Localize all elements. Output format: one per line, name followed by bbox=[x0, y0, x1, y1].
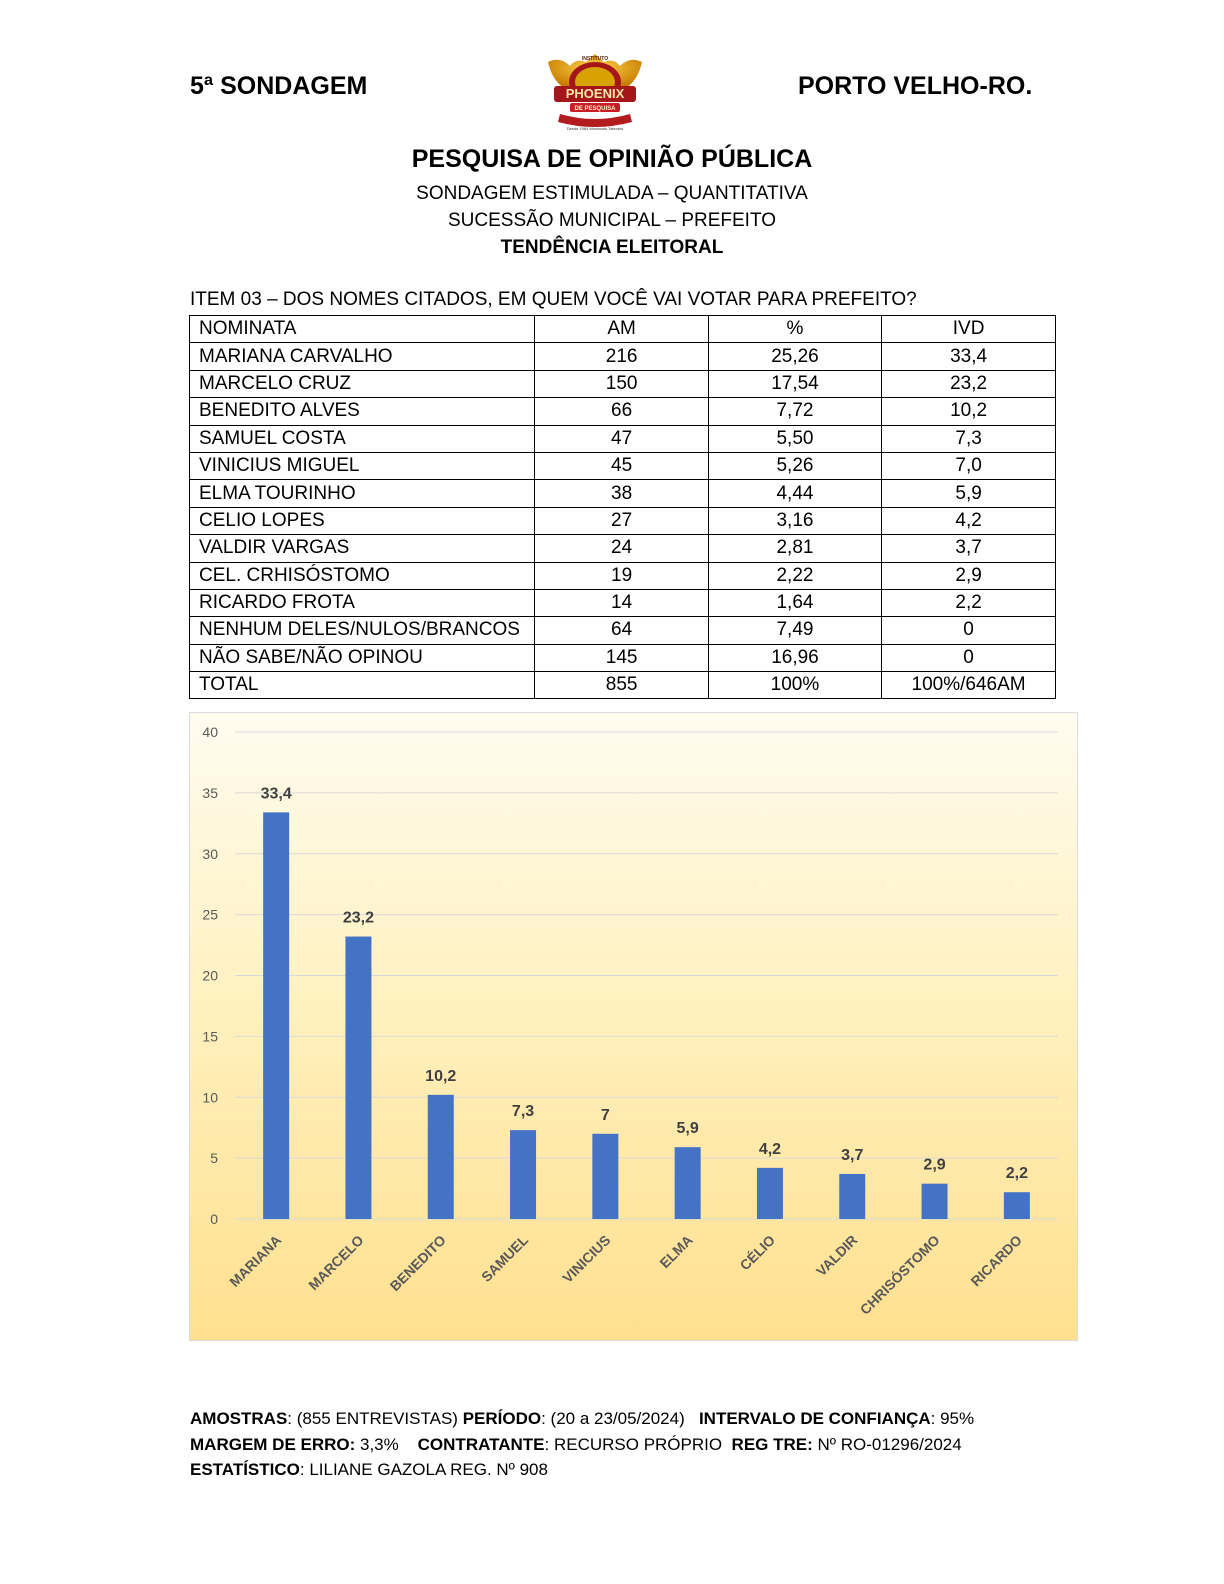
footer-label: REG TRE: bbox=[731, 1434, 813, 1454]
table-cell: ELMA TOURINHO bbox=[190, 480, 535, 507]
table-cell: 855 bbox=[535, 672, 708, 699]
data-label: 3,7 bbox=[841, 1146, 864, 1164]
table-row bbox=[190, 535, 1056, 562]
table-cell: NÃO SABE/NÃO OPINOU bbox=[190, 644, 535, 671]
chart-canvas bbox=[190, 713, 1079, 1342]
x-tick-label: VALDIR bbox=[812, 1231, 861, 1280]
table-row bbox=[190, 343, 1056, 370]
survey-question: ITEM 03 – DOS NOMES CITADOS, EM QUEM VOCÊ VAI VOTAR PARA PREFEITO? bbox=[190, 289, 917, 310]
table-cell: 7,0 bbox=[882, 452, 1056, 479]
footer-label: INTERVALO DE CONFIANÇA bbox=[698, 1409, 931, 1428]
bar bbox=[922, 1184, 948, 1219]
table-cell: 0 bbox=[882, 644, 1056, 671]
subtitle-2: SUCESSÃO MUNICIPAL – PREFEITO bbox=[447, 210, 776, 231]
table-cell: 100% bbox=[708, 672, 881, 699]
logo-tagline: Desde 1984 Montando Talentos bbox=[566, 126, 624, 131]
results-table bbox=[189, 315, 1056, 699]
table-cell: 5,9 bbox=[882, 480, 1056, 507]
footer-value: : RECURSO PRÓPRIO bbox=[544, 1434, 732, 1454]
table-header-cell: IVD bbox=[882, 316, 1056, 343]
table-cell: 33,4 bbox=[882, 343, 1056, 370]
table-cell: 7,72 bbox=[708, 398, 881, 425]
table-cell: 5,50 bbox=[708, 425, 881, 452]
data-label: 7,3 bbox=[511, 1103, 535, 1121]
table-cell: 45 bbox=[535, 452, 708, 479]
table-cell: 2,2 bbox=[882, 589, 1056, 616]
table-cell: 7,3 bbox=[882, 425, 1056, 452]
bar bbox=[839, 1174, 865, 1219]
footer-label: CONTRATANTE bbox=[417, 1434, 545, 1454]
table-cell: 64 bbox=[535, 617, 708, 644]
footer-value: : 95% bbox=[930, 1409, 975, 1428]
x-tick-label: MARIANA bbox=[226, 1231, 285, 1290]
y-tick-label: 25 bbox=[202, 906, 218, 923]
table-cell: 17,54 bbox=[708, 370, 881, 397]
x-tick-label: CÉLIO bbox=[736, 1231, 779, 1274]
footer-label: AMOSTRAS bbox=[190, 1409, 288, 1428]
bar bbox=[345, 937, 371, 1219]
phoenix-logo bbox=[540, 52, 650, 134]
table-cell: 25,26 bbox=[708, 343, 881, 370]
table-cell: 24 bbox=[535, 535, 708, 562]
bar bbox=[1004, 1192, 1030, 1219]
header-city: PORTO VELHO-RO. bbox=[798, 72, 1033, 100]
table-cell: 3,16 bbox=[708, 507, 881, 534]
footer-value: : (855 ENTREVISTAS) bbox=[287, 1409, 463, 1428]
x-tick-label: BENEDITO bbox=[386, 1231, 449, 1295]
table-cell: 7,49 bbox=[708, 617, 881, 644]
data-label: 2,9 bbox=[923, 1156, 946, 1174]
table-cell: 19 bbox=[535, 562, 708, 589]
table-cell: NENHUM DELES/NULOS/BRANCOS bbox=[190, 617, 535, 644]
table-cell: 1,64 bbox=[708, 589, 881, 616]
logo-sub: DE PESQUISA bbox=[574, 106, 616, 112]
table-cell: 16,96 bbox=[708, 644, 881, 671]
table-cell: 150 bbox=[535, 370, 708, 397]
logo-name: PHOENIX bbox=[565, 86, 625, 101]
table-cell: 27 bbox=[535, 507, 708, 534]
y-tick-label: 30 bbox=[202, 845, 218, 862]
table-cell: 216 bbox=[535, 343, 708, 370]
table-cell: 38 bbox=[535, 480, 708, 507]
data-label: 5,9 bbox=[676, 1120, 699, 1138]
y-tick-label: 20 bbox=[202, 967, 218, 984]
x-tick-label: VINICIUS bbox=[559, 1231, 614, 1287]
table-cell: 4,2 bbox=[882, 507, 1056, 534]
table-cell: VALDIR VARGAS bbox=[190, 535, 535, 562]
table-cell: 66 bbox=[535, 398, 708, 425]
table-header-row bbox=[190, 316, 1056, 343]
footer-line-1 bbox=[190, 1406, 974, 1432]
table-cell: TOTAL bbox=[190, 672, 535, 699]
bar bbox=[510, 1130, 536, 1219]
footer-value: 3,3% bbox=[355, 1434, 418, 1454]
table-row bbox=[190, 370, 1056, 397]
table-row bbox=[190, 562, 1056, 589]
footer-value: : (20 a 23/05/2024) bbox=[541, 1409, 699, 1428]
x-tick-label: SAMUEL bbox=[478, 1231, 532, 1285]
table-cell: 3,7 bbox=[882, 535, 1056, 562]
footer-label: MARGEM DE ERRO: bbox=[190, 1434, 356, 1454]
table-cell: 145 bbox=[535, 644, 708, 671]
header-survey-number: 5ª SONDAGEM bbox=[190, 72, 368, 100]
table-cell: 2,81 bbox=[708, 535, 881, 562]
bar bbox=[263, 812, 289, 1219]
bar bbox=[757, 1168, 783, 1219]
table-cell: 2,22 bbox=[708, 562, 881, 589]
footer-label: PERÍODO bbox=[462, 1409, 542, 1428]
table-row bbox=[190, 480, 1056, 507]
x-tick-label: MARCELO bbox=[305, 1231, 367, 1294]
table-cell: SAMUEL COSTA bbox=[190, 425, 535, 452]
x-tick-label: RICARDO bbox=[967, 1231, 1025, 1290]
table-row bbox=[190, 452, 1056, 479]
table-cell: BENEDITO ALVES bbox=[190, 398, 535, 425]
data-label: 4,2 bbox=[758, 1140, 782, 1158]
table-cell: CELIO LOPES bbox=[190, 507, 535, 534]
table-row bbox=[190, 672, 1056, 699]
table-cell: RICARDO FROTA bbox=[190, 589, 535, 616]
y-tick-label: 5 bbox=[210, 1150, 218, 1167]
bar-chart bbox=[189, 712, 1078, 1341]
table-cell: 14 bbox=[535, 589, 708, 616]
table-cell: 10,2 bbox=[882, 398, 1056, 425]
table-row bbox=[190, 617, 1056, 644]
subtitle-3: TENDÊNCIA ELEITORAL bbox=[500, 237, 724, 258]
table-cell: 5,26 bbox=[708, 452, 881, 479]
table-cell: 0 bbox=[882, 617, 1056, 644]
bar bbox=[675, 1147, 701, 1219]
footer bbox=[190, 1406, 974, 1483]
table-cell: 23,2 bbox=[882, 370, 1056, 397]
table-cell: 2,9 bbox=[882, 562, 1056, 589]
table-cell: 100%/646AM bbox=[882, 672, 1056, 699]
table-row bbox=[190, 425, 1056, 452]
table-row bbox=[190, 398, 1056, 425]
table-cell: 4,44 bbox=[708, 480, 881, 507]
y-tick-label: 0 bbox=[210, 1211, 218, 1227]
subtitle-1: SONDAGEM ESTIMULADA – QUANTITATIVA bbox=[416, 183, 808, 204]
title-block bbox=[0, 145, 1224, 261]
table-header-cell: AM bbox=[535, 316, 708, 343]
table-cell: MARCELO CRUZ bbox=[190, 370, 535, 397]
y-tick-label: 15 bbox=[202, 1028, 218, 1045]
data-label: 23,2 bbox=[342, 909, 375, 927]
data-label: 10,2 bbox=[425, 1067, 457, 1085]
table-row bbox=[190, 644, 1056, 671]
bar bbox=[592, 1134, 618, 1219]
data-label: 2,2 bbox=[1005, 1165, 1028, 1183]
footer-value: : LILIANE GAZOLA REG. Nº 908 bbox=[299, 1460, 548, 1479]
table-header-cell: NOMINATA bbox=[190, 316, 535, 343]
logo-top-text: INSTITUTO bbox=[581, 56, 609, 62]
table-cell: 47 bbox=[535, 425, 708, 452]
x-tick-label: ELMA bbox=[656, 1231, 696, 1272]
footer-value: Nº RO-01296/2024 bbox=[812, 1434, 962, 1454]
table-cell: MARIANA CARVALHO bbox=[190, 343, 535, 370]
y-tick-label: 10 bbox=[202, 1089, 218, 1106]
footer-line-3 bbox=[190, 1457, 974, 1483]
table-row bbox=[190, 589, 1056, 616]
data-label: 7 bbox=[600, 1106, 610, 1124]
table-row bbox=[190, 507, 1056, 534]
bar bbox=[428, 1095, 454, 1219]
data-label: 33,4 bbox=[260, 785, 292, 803]
table-header-cell: % bbox=[708, 316, 881, 343]
footer-label: ESTATÍSTICO bbox=[190, 1460, 300, 1479]
table-cell: VINICIUS MIGUEL bbox=[190, 452, 535, 479]
table-cell: CEL. CRHISÓSTOMO bbox=[190, 562, 535, 589]
x-tick-label: CHRISÓSTOMO bbox=[856, 1231, 943, 1318]
y-tick-label: 40 bbox=[202, 724, 218, 740]
y-tick-label: 35 bbox=[202, 784, 218, 801]
page-title: PESQUISA DE OPINIÃO PÚBLICA bbox=[411, 145, 813, 173]
footer-line-2 bbox=[190, 1432, 974, 1458]
